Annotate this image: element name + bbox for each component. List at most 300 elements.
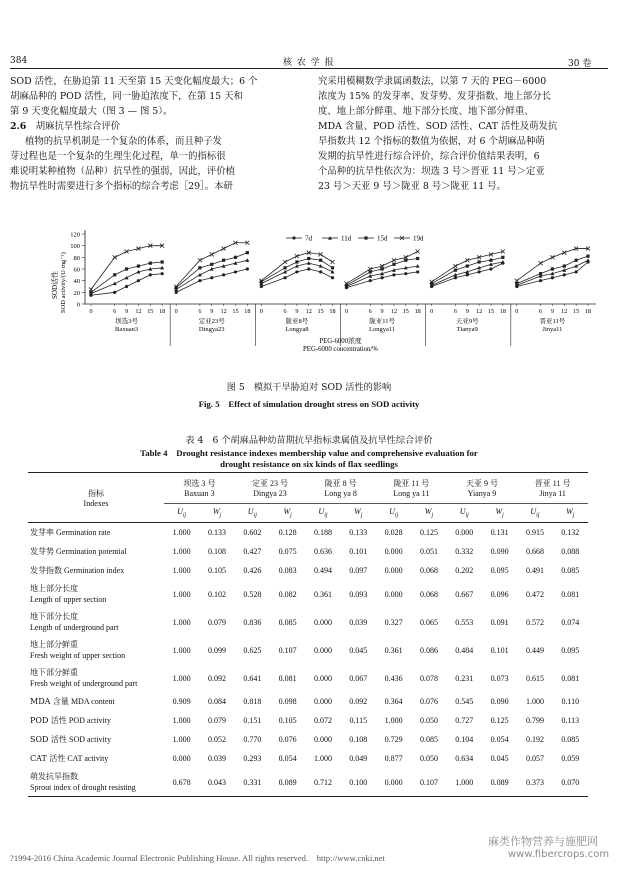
text-line: 难说明某种植物（品种）抗旱性的强弱，因此，评价植 [10, 166, 236, 177]
value-cell: 0.085 [419, 735, 438, 744]
value-cell: 0.095 [490, 566, 509, 575]
watermark-cn: 麻类作物营养与施肥网 [488, 835, 598, 848]
variety-label-en: Baxuan3 [115, 326, 139, 333]
value-cell: 0.043 [199, 768, 234, 797]
data-point-11d [501, 260, 505, 264]
value-cell: 0.729 [384, 735, 403, 744]
value-cell: 0.133 [349, 528, 368, 537]
x-tick-label: 15 [317, 308, 324, 315]
index-cell [28, 692, 164, 711]
value-cell: 0.059 [561, 754, 580, 763]
table-row [28, 730, 588, 749]
variety-label-cn: 陇亚11号 [369, 318, 395, 325]
value-cell: 0.068 [419, 566, 438, 575]
value-cell: 0.099 [207, 645, 226, 655]
subheader-cell: $U_{ij}$ [517, 504, 552, 523]
table-row [28, 523, 588, 543]
value-cell: 0.602 [243, 528, 262, 537]
subheader-cell: $W_j$ [270, 504, 305, 523]
index-name-cn: 地下部分鲜重 [30, 668, 78, 677]
value-cell: 0.000 [455, 528, 474, 537]
data-point-15d [113, 273, 116, 276]
variety-header-en: Yianya 9 [467, 489, 497, 498]
value-cell: 0.331 [235, 768, 270, 797]
x-tick-label: 0 [174, 308, 178, 315]
text-line: 胡麻品种的 POD 活性，同一胁迫浓度下，在第 15 天和 [10, 91, 243, 102]
data-point-7d [319, 270, 322, 273]
y-axis-label-en: SOD activity/(U·mg⁻¹) [60, 252, 67, 313]
value-cell: 0.553 [455, 617, 474, 627]
value-cell: 0.678 [164, 768, 199, 797]
value-cell: 0.092 [349, 697, 368, 706]
value-cell: 0.081 [278, 673, 297, 683]
variety-label-en: Longya11 [369, 326, 396, 333]
variety-header-cn: 陇亚 8 号 [324, 479, 357, 488]
variety-header-cn: 坝选 3 号 [183, 479, 216, 488]
data-point-15d [295, 260, 298, 263]
x-tick-label: 15 [232, 308, 239, 315]
subheader-cell: $W_j$ [411, 504, 446, 523]
value-cell: 0.067 [349, 673, 368, 683]
value-cell: 0.192 [525, 735, 544, 744]
subheader-cell: $W_j$ [482, 504, 517, 523]
value-cell: 0.078 [419, 673, 438, 683]
variety-header-en: Jinya 11 [539, 489, 566, 498]
variety-header-cn: 定亚 23 号 [251, 479, 288, 488]
value-cell: 0.361 [384, 645, 403, 655]
data-point-15d [234, 256, 237, 259]
index-name-en: Length of upper section [30, 595, 107, 604]
subheader-cell: $U_{ij}$ [376, 504, 411, 523]
value-cell: 1.000 [172, 617, 191, 627]
value-cell: 0.076 [419, 697, 438, 706]
table-row [28, 768, 588, 797]
data-point-15d [478, 260, 481, 263]
value-cell: 0.667 [455, 589, 474, 599]
data-point-15d [149, 262, 152, 265]
text-line: 植物的抗旱机制是一个复杂的体系，而且种子发 [25, 136, 222, 147]
x-tick-label: 12 [561, 308, 568, 315]
index-name-en: Fresh weight of upper section [30, 651, 126, 660]
subheader-cell: $U_{ij}$ [235, 504, 270, 523]
data-point-7d [563, 273, 566, 276]
text-line: 度、地上部分鲜重、地下部分长度、地下部分鲜重、 [318, 106, 534, 117]
value-cell: 0.091 [490, 617, 509, 627]
index-cell [28, 561, 164, 580]
value-cell: 0.107 [278, 645, 297, 655]
header-rule [10, 68, 608, 69]
x-axis-label-en: PEG-6000 concentration/% [303, 346, 378, 353]
value-cell: 0.125 [419, 528, 438, 537]
data-point-7d [466, 273, 469, 276]
value-cell: 1.000 [172, 673, 191, 683]
subheader-cell: $U_{ij}$ [447, 504, 482, 523]
x-tick-label: 18 [329, 308, 336, 315]
value-cell: 0.151 [243, 716, 262, 725]
value-cell: 0.636 [313, 547, 332, 556]
value-cell: 0.000 [313, 697, 332, 706]
subheader-cell: $W_j$ [341, 504, 376, 523]
x-tick-label: 12 [305, 308, 312, 315]
x-tick-label: 6 [368, 308, 372, 315]
value-cell: 0.079 [207, 716, 226, 725]
data-point-15d [137, 264, 140, 267]
value-cell: 0.727 [455, 716, 474, 725]
value-cell: 1.000 [172, 528, 191, 537]
value-cell: 0.000 [384, 566, 403, 575]
data-point-15d [404, 259, 407, 262]
x-tick-label: 6 [283, 308, 287, 315]
variety-header [517, 473, 588, 504]
table-row [28, 664, 588, 692]
value-cell: 0.132 [561, 528, 580, 537]
data-point-7d [392, 273, 395, 276]
value-cell: 0.836 [243, 617, 262, 627]
variety-header-en: Dingya 23 [253, 489, 287, 498]
value-cell: 0.133 [207, 528, 226, 537]
value-cell: 0.085 [561, 566, 580, 575]
value-cell: 0.108 [207, 547, 226, 556]
value-cell: 0.101 [490, 645, 509, 655]
data-point-15d [551, 267, 554, 270]
value-cell: 0.085 [278, 617, 297, 627]
value-cell: 0.909 [172, 697, 191, 706]
data-point-7d [234, 270, 237, 273]
index-name-en: CAT activity [67, 754, 109, 763]
data-point-11d [283, 270, 287, 274]
value-cell: 0.361 [313, 589, 332, 599]
figure-caption-cn: 图 5 模拟干旱胁迫对 SOD 活性的影响 [226, 382, 392, 393]
value-cell: 0.105 [207, 566, 226, 575]
index-cell [28, 542, 164, 561]
variety-header-cn: 晋亚 11 号 [534, 479, 571, 488]
data-point-15d [539, 272, 542, 275]
data-point-15d [307, 257, 310, 260]
index-name-en: Sprout index of drought resisting [30, 783, 136, 792]
data-point-15d [454, 269, 457, 272]
value-cell: 0.095 [561, 645, 580, 655]
data-point-7d [551, 276, 554, 279]
figure-caption-en: Fig. 5 Effect of simulation drought stress on SOD activity [198, 399, 420, 409]
y-tick-label: 60 [73, 266, 80, 274]
x-tick-label: 0 [344, 308, 349, 315]
index-name-cn: 地上部分鲜重 [30, 640, 78, 649]
value-cell: 0.076 [278, 735, 297, 744]
index-name-en: Length of underground part [30, 623, 119, 632]
y-tick-label: 80 [73, 254, 80, 262]
journal-name: 核 农 学 报 [283, 58, 335, 68]
legend-label: 7d [305, 234, 312, 243]
data-point-15d [392, 263, 395, 266]
data-point-11d [307, 261, 311, 265]
value-cell: 1.000 [172, 547, 191, 556]
index-cell [28, 749, 164, 768]
series-line-11d [91, 268, 162, 294]
text-line: 芽过程也是一个复杂的生理生化过程，单一的指标很 [10, 151, 226, 162]
value-cell: 0.572 [525, 617, 544, 627]
value-cell: 0.293 [243, 754, 262, 763]
x-tick-label: 9 [125, 308, 129, 315]
value-cell: 0.045 [349, 645, 368, 655]
value-cell: 0.373 [517, 768, 552, 797]
table-title-en-2: drought resistance on six kinds of flax seedlings [220, 459, 398, 469]
value-cell: 0.039 [349, 617, 368, 627]
data-point-7d [210, 276, 213, 279]
subheader-cell: $U_{ij}$ [305, 504, 340, 523]
table-header-row [28, 473, 588, 504]
data-point-11d [198, 273, 202, 277]
data-point-11d [416, 264, 420, 268]
variety-header-cn: 天亚 9 号 [465, 479, 498, 488]
page-number: 384 [10, 56, 28, 66]
membership-table [28, 472, 588, 797]
text-line: 旱指数共 12 个指标的数值为依据，对 6 个胡麻品种萌 [318, 136, 545, 147]
data-point-15d [161, 260, 164, 263]
value-cell: 0.491 [525, 566, 544, 575]
value-cell: 0.472 [525, 589, 544, 599]
value-cell: 0.089 [270, 768, 305, 797]
x-tick-label: 9 [465, 308, 469, 315]
series-line-19d [517, 249, 588, 281]
x-tick-label: 0 [515, 308, 519, 315]
value-cell: 0.074 [561, 617, 580, 627]
text-line: 究采用模糊数学隶属函数法，以第 7 天的 PEG－6000 [318, 76, 547, 87]
table-row [28, 711, 588, 730]
text-line: 个品种的抗旱性依次为：坝选 3 号＞晋亚 11 号＞定亚 [318, 166, 545, 177]
text-line: 发期的抗旱性进行综合评价，综合评价值结果表明，6 [318, 151, 540, 162]
value-cell: 0.877 [384, 754, 403, 763]
subheader-cell: $U_{ij}$ [164, 504, 199, 523]
data-point-15d [586, 255, 589, 258]
y-tick-label: 0 [76, 301, 80, 309]
index-cell [28, 636, 164, 664]
value-cell: 0.528 [243, 589, 262, 599]
data-point-15d [515, 282, 518, 285]
value-cell: 0.073 [490, 673, 509, 683]
data-point-7d [161, 272, 164, 275]
value-cell: 0.000 [376, 768, 411, 797]
text-line: 第 9 天变化幅度最大（图 3 — 图 5）。 [10, 106, 173, 117]
data-point-7d [175, 291, 178, 294]
value-cell: 0.426 [243, 566, 262, 575]
legend-marker [364, 236, 367, 239]
x-tick-label: 6 [453, 308, 457, 315]
legend-marker [292, 236, 295, 239]
x-tick-label: 6 [539, 308, 543, 315]
value-cell: 0.097 [349, 566, 368, 575]
value-cell: 0.113 [561, 716, 580, 725]
right-column [318, 74, 610, 194]
variety-label-cn: 坝选3号 [115, 318, 138, 325]
x-tick-label: 15 [573, 308, 580, 315]
data-point-7d [489, 267, 492, 270]
index-cell [28, 664, 164, 692]
x-tick-label: 18 [499, 308, 506, 315]
variety-header [376, 473, 447, 504]
y-tick-label: 100 [70, 243, 80, 251]
data-point-7d [369, 279, 372, 282]
legend-label: 19d [413, 234, 424, 243]
value-cell: 0.000 [384, 589, 403, 599]
data-point-15d [319, 259, 322, 262]
x-tick-label: 0 [89, 308, 93, 315]
table-row [28, 580, 588, 608]
x-tick-label: 9 [380, 308, 384, 315]
data-point-7d [283, 276, 286, 279]
data-point-15d [416, 257, 419, 260]
data-point-11d [574, 264, 578, 268]
value-cell: 0.818 [243, 697, 262, 706]
value-cell: 0.202 [455, 566, 474, 575]
table-title-en-1: Table 4 Drought resistance indexes membership value and comprehensive evaluation for [140, 448, 478, 458]
data-point-11d [331, 270, 335, 274]
data-point-7d [113, 291, 116, 294]
variety-label-cn: 陇亚8号 [285, 318, 309, 325]
variety-header [305, 473, 376, 504]
value-cell: 1.000 [172, 589, 191, 599]
y-tick-label: 40 [73, 278, 80, 286]
data-point-15d [222, 259, 225, 262]
index-name-en: Germination potential [56, 547, 127, 556]
x-tick-label: 15 [402, 308, 409, 315]
index-name-en: SOD activity [69, 735, 111, 744]
x-tick-label: 12 [135, 308, 142, 315]
value-cell: 0.075 [278, 547, 297, 556]
value-cell: 0.070 [553, 768, 588, 797]
value-cell: 0.085 [561, 735, 580, 744]
value-cell: 0.427 [243, 547, 262, 556]
data-point-11d [113, 282, 117, 286]
data-point-15d [246, 251, 249, 254]
data-point-7d [295, 270, 298, 273]
value-cell: 0.093 [349, 589, 368, 599]
data-point-15d [380, 267, 383, 270]
value-cell: 0.072 [313, 716, 332, 725]
x-tick-label: 0 [259, 308, 263, 315]
value-cell: 0.039 [207, 754, 226, 763]
index-cell [28, 608, 164, 636]
table-row [28, 542, 588, 561]
variety-label-cn: 天亚9号 [455, 318, 479, 325]
subheader-cell: $W_j$ [199, 504, 234, 523]
value-cell: 0.101 [349, 547, 368, 556]
value-cell: 0.641 [243, 673, 262, 683]
variety-label-cn: 定亚23号 [198, 318, 225, 325]
data-point-15d [89, 291, 92, 294]
value-cell: 1.000 [384, 716, 403, 725]
value-cell: 0.128 [278, 528, 297, 537]
legend-label: 15d [377, 234, 388, 243]
value-cell: 0.079 [207, 617, 226, 627]
data-point-11d [245, 258, 249, 262]
value-cell: 0.050 [419, 716, 438, 725]
value-cell: 1.000 [172, 716, 191, 725]
value-cell: 0.131 [490, 528, 509, 537]
table-title-cn: 表 4 6 个胡麻品种幼苗期抗旱指标隶属值及抗旱性综合评价 [185, 435, 433, 446]
variety-header-en: Long ya 8 [324, 489, 357, 498]
index-name-cn: 发芽率 [30, 528, 54, 537]
value-cell: 0.449 [525, 645, 544, 655]
value-cell: 0.000 [384, 547, 403, 556]
value-cell: 0.098 [278, 697, 297, 706]
value-cell: 0.028 [384, 528, 403, 537]
x-tick-label: 6 [198, 308, 202, 315]
data-point-15d [125, 267, 128, 270]
value-cell: 0.096 [490, 589, 509, 599]
variety-header-en: Baxuan 3 [184, 489, 215, 498]
value-cell: 0.364 [384, 697, 403, 706]
data-point-15d [210, 263, 213, 266]
x-tick-label: 9 [210, 308, 214, 315]
index-name-cn: 地上部分长度 [30, 584, 78, 593]
value-cell: 0.770 [243, 735, 262, 744]
value-cell: 0.068 [419, 589, 438, 599]
value-cell: 0.083 [278, 566, 297, 575]
value-cell: 0.110 [561, 697, 580, 706]
subheader-cell: $W_j$ [553, 504, 588, 523]
value-cell: 0.799 [525, 716, 544, 725]
variety-header [164, 473, 235, 504]
text-line: MDA 含量、POD 活性、SOD 活性、CAT 活性及萌发抗 [318, 121, 558, 132]
data-point-7d [575, 270, 578, 273]
value-cell: 1.000 [525, 697, 544, 706]
value-cell: 0.082 [278, 589, 297, 599]
value-cell: 0.057 [525, 754, 544, 763]
data-point-15d [369, 270, 372, 273]
index-cell [28, 768, 164, 797]
x-tick-label: 15 [147, 308, 154, 315]
index-name-en: Germination rate [56, 528, 111, 537]
value-cell: 0.092 [207, 673, 226, 683]
value-cell: 0.494 [313, 566, 332, 575]
value-cell: 1.000 [313, 754, 332, 763]
index-cell [28, 580, 164, 608]
data-point-7d [222, 273, 225, 276]
x-tick-label: 18 [244, 308, 251, 315]
x-tick-label: 18 [584, 308, 592, 315]
data-point-15d [489, 259, 492, 262]
value-cell: 0.090 [490, 547, 509, 556]
data-point-15d [283, 266, 286, 269]
value-cell: 0.332 [455, 547, 474, 556]
copyright-footer: ?1994-2016 China Academic Journal Electronic Publishing House. All rights reserved. http://www.cnki.net [10, 853, 385, 863]
value-cell: 0.436 [384, 673, 403, 683]
x-tick-label: 12 [476, 308, 483, 315]
value-cell: 0.081 [561, 589, 580, 599]
value-cell: 0.000 [313, 645, 332, 655]
value-cell: 0.231 [455, 673, 474, 683]
volume: 30 卷 [568, 59, 592, 69]
value-cell: 0.634 [455, 754, 474, 763]
data-point-15d [331, 266, 334, 269]
x-tick-label: 12 [220, 308, 227, 315]
data-point-11d [586, 258, 590, 262]
value-cell: 0.108 [349, 735, 368, 744]
index-name-cn: MDA 含量 [30, 697, 69, 706]
text-line: 浓度为 15% 的发芽率、发芽势、发芽指数、地上部分长 [318, 91, 552, 102]
data-point-7d [198, 279, 201, 282]
value-cell: 1.000 [172, 566, 191, 575]
text-line: 23 号＞天亚 9 号＞陇亚 8 号＞陇亚 11 号。 [318, 181, 506, 192]
data-point-15d [501, 256, 504, 259]
variety-label-en: Longya8 [285, 326, 309, 333]
data-point-15d [563, 264, 566, 267]
value-cell: 0.000 [313, 673, 332, 683]
table-row [28, 692, 588, 711]
data-point-15d [575, 259, 578, 262]
text-line: SOD 活性，在胁迫第 11 天至第 15 天变化幅度最大；6 个 [10, 76, 258, 87]
index-name-cn: 发芽指数 [30, 566, 62, 575]
